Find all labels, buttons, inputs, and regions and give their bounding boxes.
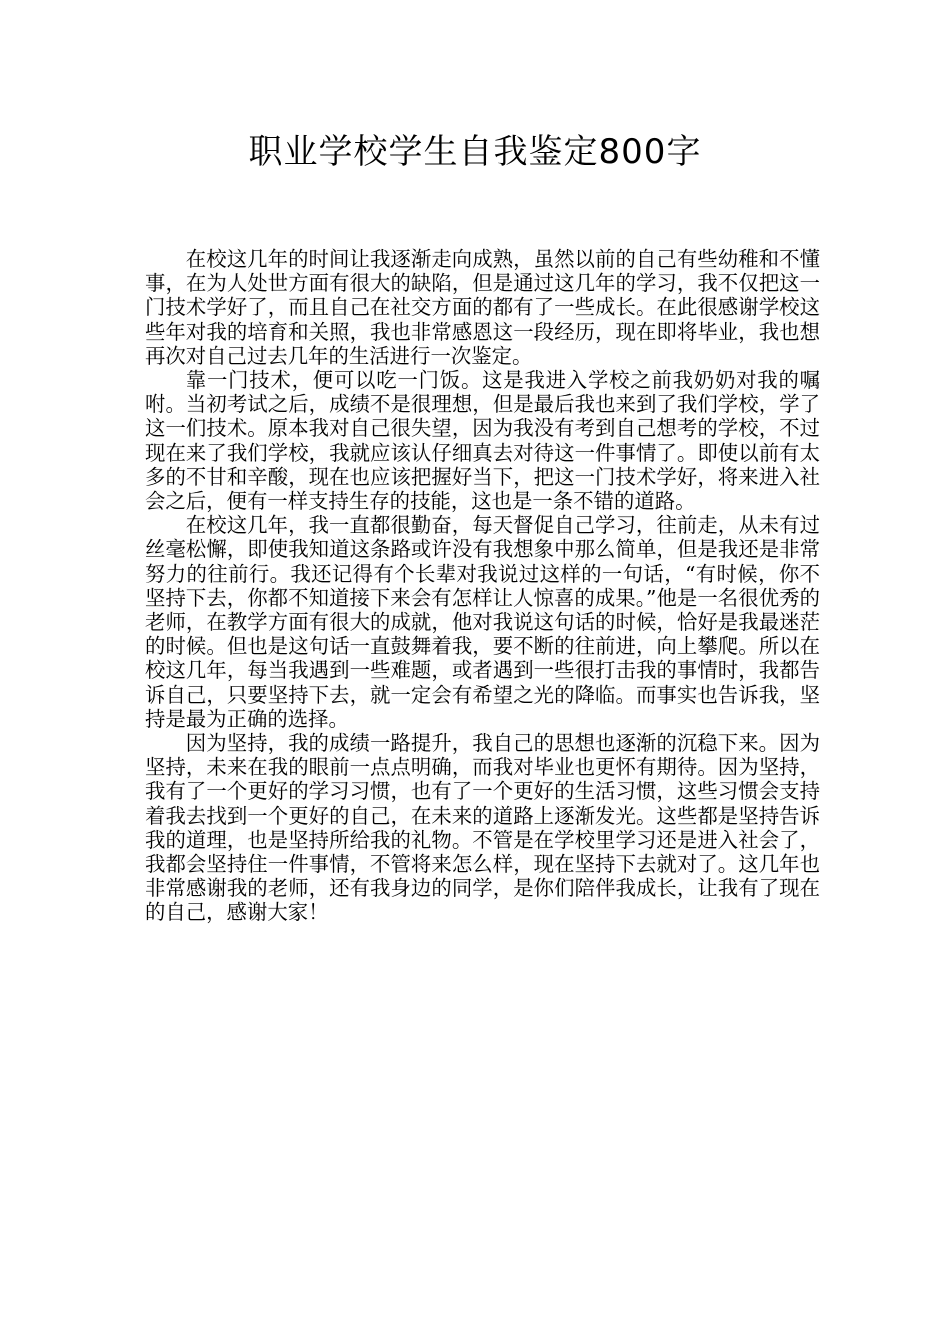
document-title: 职业学校学生自我鉴定800字 — [248, 132, 702, 172]
paragraph-3: 在校这几年，我一直都很勤奋，每天督促自己学习，往前走，从未有过丝毫松懈，即使我知道这条路或许没有我想象中那么简单，但是我还是非常努力的往前行。我还记得有个长辈对我说过这样的一句话，“有时候，你不坚持下去，你都不知道接下来会有怎样让人惊喜的成果。”他是一名很优秀的老师，在教学方面有很大的成就，他对我说这句话的时候，恰好是我最迷茫的时候。但也是这句话一直鼓舞着我，要不断的往前进，向上攀爬。所以在校这几年，每当我遇到一些难题，或者遇到一些很打击我的事情时，我都告诉自己，只要坚持下去，就一定会有希望之光的降临。而事实也告诉我，坚持是最为正确的选择。 — [145, 513, 820, 731]
paragraph-4: 因为坚持，我的成绩一路提升，我自己的思想也逐渐的沉稳下来。因为坚持，未来在我的眼前一点点明确，而我对毕业也更怀有期待。因为坚持，我有了一个更好的学习习惯，也有了一个更好的生活习惯，这些习惯会支持着我去找到一个更好的自己，在未来的道路上逐渐发光。这些都是坚持告诉我的道理，也是坚持所给我的礼物。不管是在学校里学习还是进入社会了，我都会坚持住一件事情，不管将来怎么样，现在坚持下去就对了。这几年也非常感谢我的老师，还有我身边的同学，是你们陪伴我成长，让我有了现在的自己，感谢大家！ — [145, 731, 820, 925]
paragraph-1: 在校这几年的时间让我逐渐走向成熟，虽然以前的自己有些幼稚和不懂事，在为人处世方面有很大的缺陷，但是通过这几年的学习，我不仅把这一门技术学好了，而且自己在社交方面的都有了一些成长。在此很感谢学校这些年对我的培育和关照，我也非常感恩这一段经历，现在即将毕业，我也想再次对自己过去几年的生活进行一次鉴定。 — [145, 247, 820, 368]
paragraph-2: 靠一门技术，便可以吃一门饭。这是我进入学校之前我奶奶对我的嘱咐。当初考试之后，成绩不是很理想，但是最后我也来到了我们学校，学了这一们技术。原本我对自己很失望，因为我没有考到自己想考的学校，不过现在来了我们学校，我就应该认仔细真去对待这一件事情了。即使以前有太多的不甘和辛酸，现在也应该把握好当下，把这一门技术学好，将来进入社会之后，便有一样支持生存的技能，这也是一条不错的道路。 — [145, 368, 820, 514]
document-body — [145, 247, 820, 925]
